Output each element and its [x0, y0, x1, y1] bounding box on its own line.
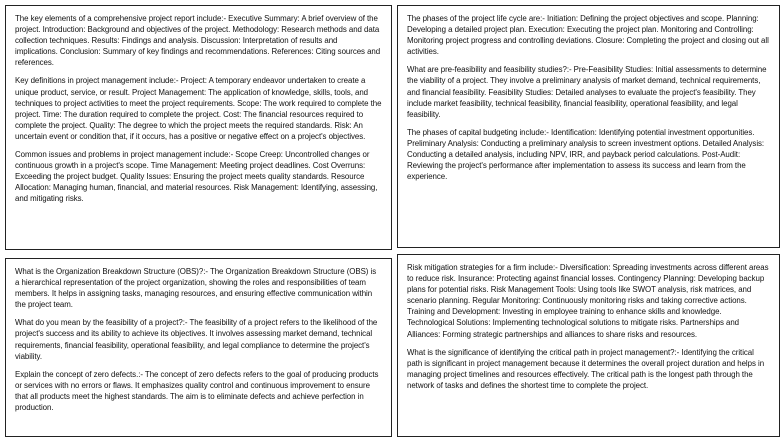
paragraph-critical-path: What is the significance of identifying the critical path in project management?:- Identifying the critical path is significant in project management because it determines the overall project duration and helps in managing project timelines and resources effectively. The critical path is the longest path through the network of tasks and defines the shortest time to complete the project. — [407, 347, 765, 390]
card-risk-critical-path — [397, 254, 780, 437]
paragraph-key-definitions: Key definitions in project management include:- Project: A temporary endeavor undertaken to create a unique product, service, or result. Project Management: The application of knowledge, skills, tools, and techniques to project activities to meet the project requirements. Scope: The work required to complete the project. Time: The duration required to complete the project. Cost: The financial resources required to complete the project. Quality: The degree to which the project meets the required standards. Risk: An uncertain event or condition that, if it occurs, has a positive or negative effect on a project's objectives. — [15, 76, 382, 141]
paragraph-common-issues: Common issues and problems in project management include:- Scope Creep: Uncontrolled changes or continuous growth in a project's scope. Time Management: Meeting project deadlines. Cost Overruns: Exceeding the project budget. Quality Issues: Ensuring the project meets quality standards. Resource Allocation: Managing human, financial, and material resources. Risk Management: Identifying, assessing, and mitigating risks. — [15, 150, 378, 204]
paragraph-zero-defects: Explain the concept of zero defects.:- The concept of zero defects refers to the goal of producing products or services with no errors or flaws. It emphasizes quality control and continuous improvement to ensure that all products meet the highest standards. The aim is to eliminate defects and achieve perfection in production. — [15, 369, 379, 413]
paragraph-feasibility-studies: What are pre-feasibility and feasibility studies?:- Pre-Feasibility Studies: Initial assessments to determine the viability of a project. They involve a preliminary analysis of market demand, technical requirements, and financial feasibility. Feasibility Studies: Detailed analyses to evaluate the project's feasibility. They include market feasibility, technical feasibility, financial feasibility, operational feasibility, and legal feasibility. — [407, 65, 767, 119]
card-report-elements — [5, 5, 392, 250]
card-life-cycle — [397, 5, 780, 248]
paragraph-capital-budgeting: The phases of capital budgeting include:- Identification: Identifying potential investment opportunities. Preliminary Analysis: Conducting a preliminary analysis to screen investment options. Detailed Analysis: Conducting a detailed analysis, including NPV, IRR, and payback period calculations. Post-Audit: Reviewing the project's performance after implementation to assess its success and learn from the experience. — [407, 127, 765, 182]
paragraph-report-elements: The key elements of a comprehensive project report include:- Executive Summary: A brief overview of the project. Introduction: Background and objectives of the project. Methodology: Research methods and data collection techniques. Results: Findings and analysis. Discussion: Interpretation of results and implications. Conclusion: Summary of key findings and recommendations. References: Citing sources and references. — [15, 14, 381, 68]
paragraph-obs: What is the Organization Breakdown Structure (OBS)?:- The Organization Breakdown Structure (OBS) is a hierarchical representation of the project organization, showing the roles and responsibilities of team members. It helps in assigning tasks, managing resources, and ensuring effective communication within the project team. — [15, 267, 377, 310]
card-obs-feasibility — [5, 258, 392, 437]
paragraph-life-cycle-phases: The phases of the project life cycle are:- Initiation: Defining the project objectives and scope. Planning: Developing a detailed project plan. Execution: Executing the project plan. Monitoring and Controlling: Monitoring project progress and controlling deviations. Closure: Completing the project and closing out all activities. — [407, 14, 769, 57]
paragraph-risk-mitigation: Risk mitigation strategies for a firm include:- Diversification: Spreading investments across different areas to reduce risk. Insurance: Protecting against financial losses. Contingency Planning: Developing backup plans for potential risks. Risk Management Tools: Using tools like SWOT analysis, risk matrices, and scenario planning. Regular Monitoring: Continuously monitoring risks and taking corrective actions. Training and Development: Investing in employee training to enhance skills and knowledge. Technological Solutions: Implementing technological solutions to mitigate risks. Partnerships and Alliances: Forming strategic partnerships and alliances to share risks and resources. — [407, 263, 769, 339]
paragraph-project-feasibility: What do you mean by the feasibility of a project?:- The feasibility of a project refers to the likelihood of the project's success and its ability to achieve its objectives. It involves assessing market demand, technical requirements, financial feasibility, operational feasibility, and legal compliance to determine the project's viability. — [15, 318, 378, 361]
